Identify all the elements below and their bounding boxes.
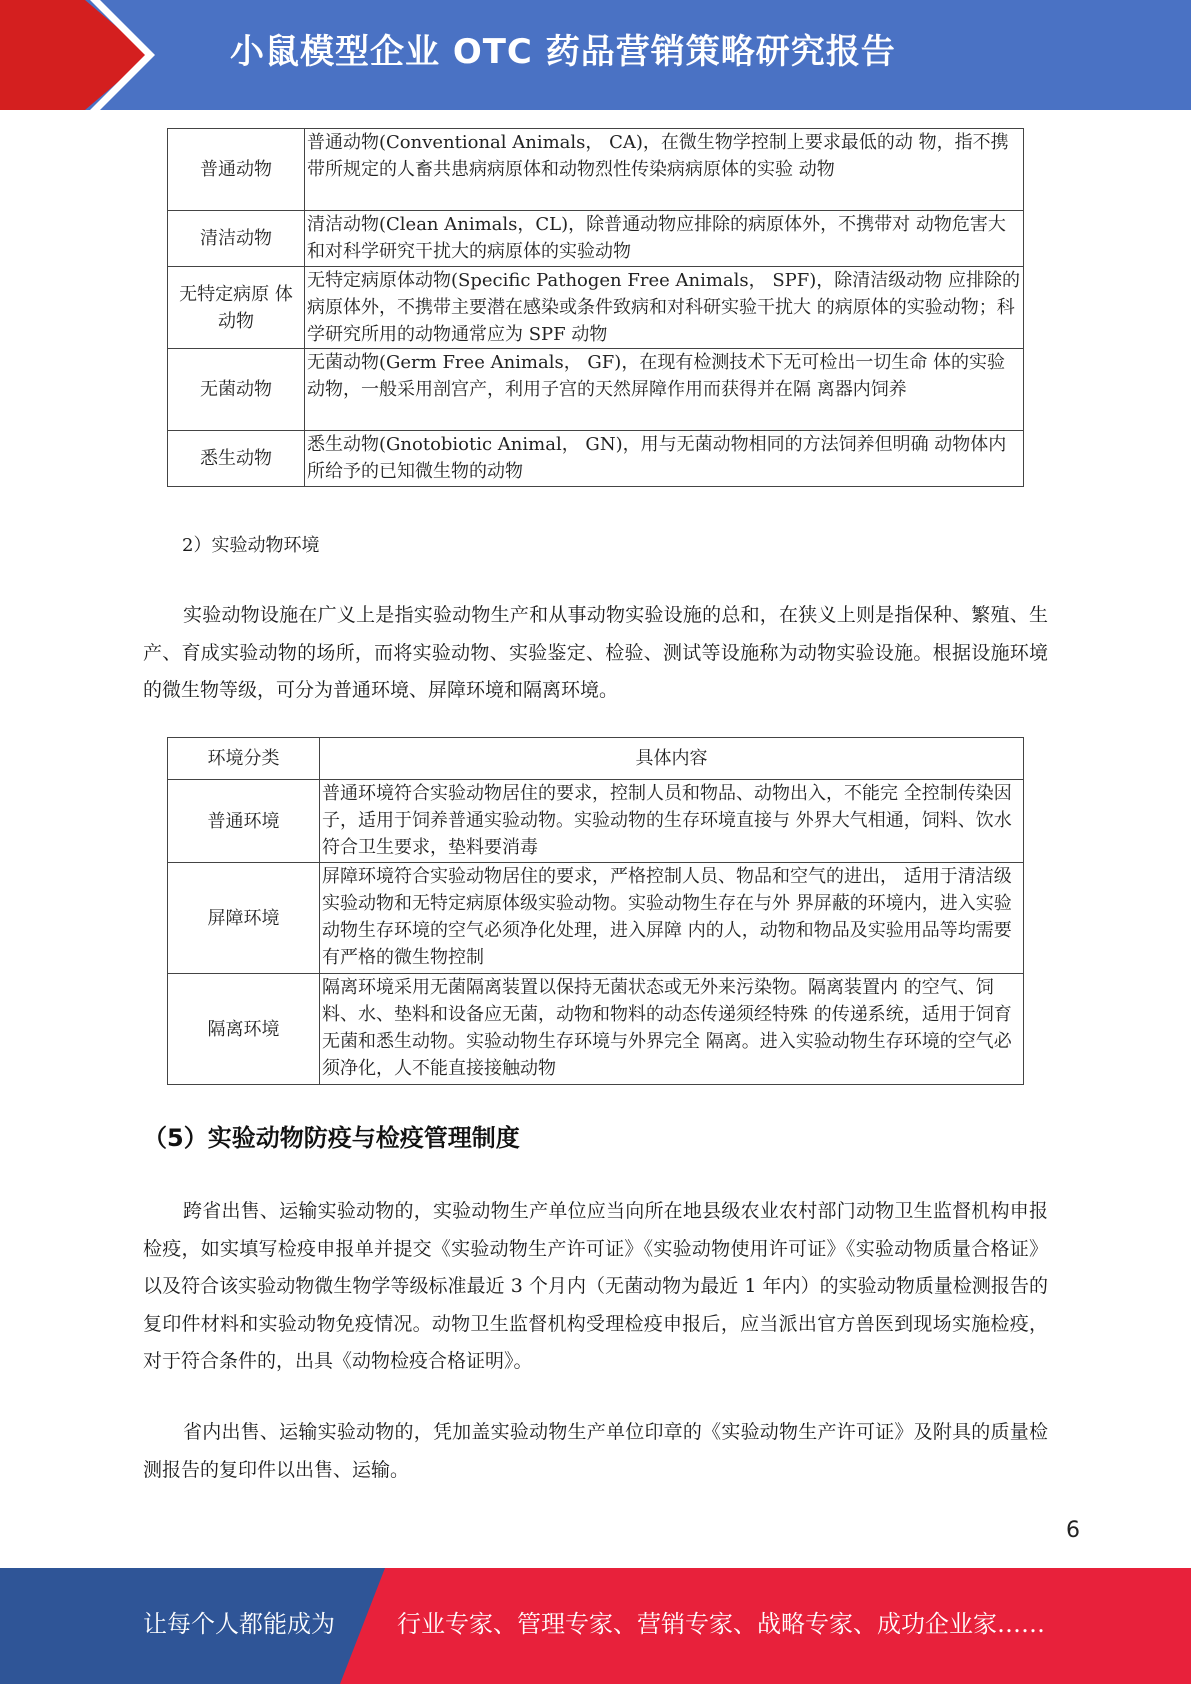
table-cell-category: 无特定病原 体动物 <box>168 267 305 349</box>
table-cell-category: 清洁动物 <box>168 211 305 267</box>
header-red-arrow <box>0 0 150 110</box>
table-row <box>168 863 1024 974</box>
paragraph-quarantine-intraprovincial: 省内出售、运输实验动物的，凭加盖实验动物生产单位印章的《实验动物生产许可证》及附具的质量检测报告的复印件以出售、运输。 <box>143 1421 1048 1481</box>
table-cell-description: 无特定病原体动物(Specific Pathogen Free Animals， SPF)，除清洁级动物 应排除的病原体外，不携带主要潜在感染或条件致病和对科研实验干扰大 的病原体的实验动物；科学研究所用的动物通常应为 SPF 动物 <box>305 267 1024 349</box>
table-row <box>168 974 1024 1085</box>
table-row <box>168 349 1024 431</box>
footer-slogan-left: 让每个人都能成为 <box>143 1610 335 1638</box>
table-cell-description: 普通动物(Conventional Animals， CA)，在微生物学控制上要求最低的动 物，指不携带所规定的人畜共患病病原体和动物烈性传染病病原体的实验 动物 <box>305 129 1024 211</box>
table-row <box>168 129 1024 211</box>
table-header-row <box>168 738 1024 780</box>
table-header-content: 具体内容 <box>320 738 1024 780</box>
table-cell-description: 清洁动物(Clean Animals，CL)，除普通动物应排除的病原体外，不携带对 动物危害大和对科学研究干扰大的病原体的实验动物 <box>305 211 1024 267</box>
table-row <box>168 211 1024 267</box>
table-cell-category: 隔离环境 <box>168 974 320 1085</box>
table-cell-category: 普通动物 <box>168 129 305 211</box>
table-cell-category: 无菌动物 <box>168 349 305 431</box>
subheading-environment: 2）实验动物环境 <box>182 535 320 556</box>
table-row <box>168 267 1024 349</box>
header-title: 小鼠模型企业 OTC 药品营销策略研究报告 <box>230 32 896 72</box>
table-cell-category: 悉生动物 <box>168 431 305 487</box>
table-cell-description: 隔离环境采用无菌隔离装置以保持无菌状态或无外来污染物。隔离装置内 的空气、饲料、水、垫料和设备应无菌，动物和物料的动态传递须经特殊 的传递系统，适用于饲育无菌和悉生动物。实验动物生存环境与外界完全 隔离。进入实验动物生存环境的空气必须净化，人不能直接接触动物 <box>320 974 1024 1085</box>
table-cell-category: 普通环境 <box>168 780 320 863</box>
table-cell-category: 屏障环境 <box>168 863 320 974</box>
table-header-category: 环境分类 <box>168 738 320 780</box>
environment-classification-table <box>167 737 1024 1085</box>
table-cell-description: 悉生动物(Gnotobiotic Animal， GN)，用与无菌动物相同的方法饲养但明确 动物体内所给予的已知微生物的动物 <box>305 431 1024 487</box>
section-heading-quarantine: （5）实验动物防疫与检疫管理制度 <box>143 1124 520 1152</box>
table-row <box>168 780 1024 863</box>
animal-classification-table <box>167 128 1024 487</box>
table-cell-description: 普通环境符合实验动物居住的要求，控制人员和物品、动物出入，不能完 全控制传染因子，适用于饲养普通实验动物。实验动物的生存环境直接与 外界大气相通，饲料、饮水符合卫生要求，垫料要消毒 <box>320 780 1024 863</box>
page-footer <box>0 1568 1191 1684</box>
page-header <box>0 0 1191 110</box>
paragraph-environment: 实验动物设施在广义上是指实验动物生产和从事动物实验设施的总和，在狭义上则是指保种、繁殖、生产、育成实验动物的场所，而将实验动物、实验鉴定、检验、测试等设施称为动物实验设施。根据设施环境的微生物等级，可分为普通环境、屏障环境和隔离环境。 <box>143 604 1048 701</box>
table-cell-description: 屏障环境符合实验动物居住的要求，严格控制人员、物品和空气的进出， 适用于清洁级实验动物和无特定病原体级实验动物。实验动物生存在与外 界屏蔽的环境内，进入实验动物生存环境的空气必须净化处理，进入屏障 内的人，动物和物品及实验用品等均需要有严格的微生物控制 <box>320 863 1024 974</box>
table-cell-description: 无菌动物(Germ Free Animals， GF)，在现有检测技术下无可检出一切生命 体的实验动物，一般采用剖宫产，利用子宫的天然屏障作用而获得并在隔 离器内饲养 <box>305 349 1024 431</box>
footer-slogan-right: 行业专家、管理专家、营销专家、战略专家、成功企业家…… <box>397 1610 1045 1638</box>
paragraph-quarantine-interprovincial: 跨省出售、运输实验动物的，实验动物生产单位应当向所在地县级农业农村部门动物卫生监督机构申报检疫，如实填写检疫申报单并提交《实验动物生产许可证》《实验动物使用许可证》《实验动物质量合格证》以及符合该实验动物微生物学等级标准最近 3 个月内（无菌动物为最近 1 年内）的实验动物质量检测报告的复印件材料和实验动物免疫情况。动物卫生监督机构受理检疫申报后，应当派出官方兽医到现场实施检疫，对于符合条件的，出具《动物检疫合格证明》。 <box>143 1200 1048 1372</box>
page-number: 6 <box>1066 1518 1080 1543</box>
table-row <box>168 431 1024 487</box>
